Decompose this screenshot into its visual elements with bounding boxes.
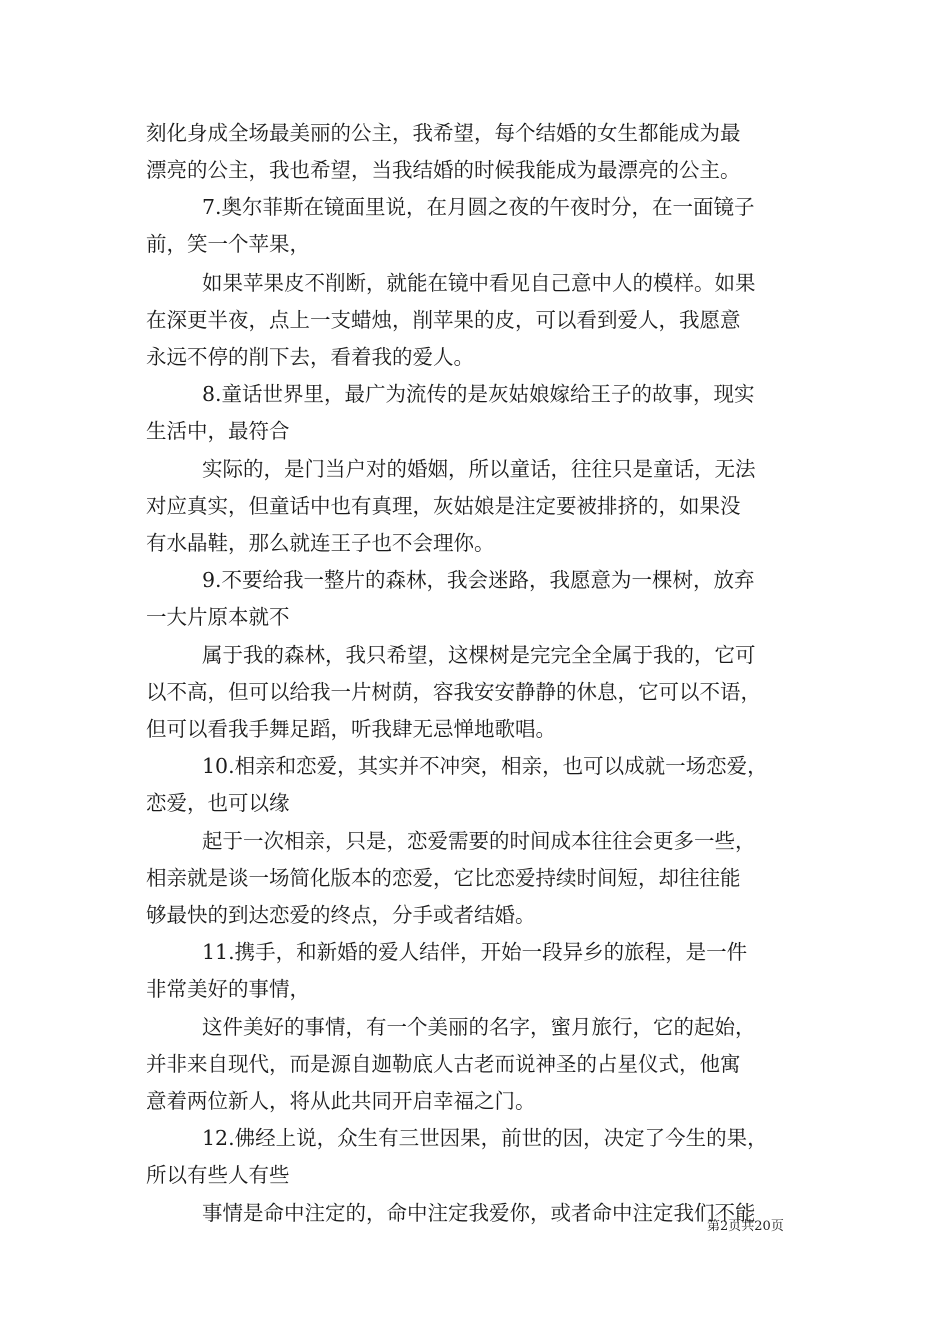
text-line: 有水晶鞋，那么就连王子也不会理你。 — [146, 531, 495, 555]
text-line: 在深更半夜，点上一支蜡烛，削苹果的皮，可以看到爱人，我愿意 — [146, 308, 741, 332]
text-line: 意着两位新人，将从此共同开启幸福之门。 — [146, 1089, 536, 1113]
text-line: 12.佛经上说，众生有三世因果，前世的因，决定了今生的果， — [202, 1126, 768, 1150]
text-line: 起于一次相亲，只是，恋爱需要的时间成本往往会更多一些， — [202, 829, 756, 853]
text-line: 刻化身成全场最美丽的公主，我希望，每个结婚的女生都能成为最 — [146, 121, 741, 145]
text-line: 前，笑一个苹果， — [146, 232, 310, 256]
text-line: 所以有些人有些 — [146, 1163, 290, 1187]
text-line: 如果苹果皮不削断，就能在镜中看见自己意中人的模样。如果 — [202, 271, 756, 295]
text-line: 恋爱，也可以缘 — [146, 791, 290, 815]
text-line: 属于我的森林，我只希望，这棵树是完完全全属于我的，它可 — [202, 643, 756, 667]
text-line: 7.奥尔菲斯在镜面里说，在月圆之夜的午夜时分，在一面镜子 — [202, 195, 755, 219]
text-line: 对应真实，但童话中也有真理，灰姑娘是注定要被排挤的，如果没 — [146, 494, 741, 518]
page-number-footer: 第2页共20页 — [707, 1219, 784, 1234]
text-line: 生活中，最符合 — [146, 419, 290, 443]
text-line: 实际的，是门当户对的婚姻，所以童话，往往只是童话，无法 — [202, 457, 756, 481]
text-line: 以不高，但可以给我一片树荫，容我安安静静的休息，它可以不语， — [146, 680, 761, 704]
text-line: 漂亮的公主，我也希望，当我结婚的时候我能成为最漂亮的公主。 — [146, 158, 741, 182]
text-line: 这件美好的事情，有一个美丽的名字，蜜月旅行，它的起始， — [202, 1015, 756, 1039]
text-line: 永远不停的削下去，看着我的爱人。 — [146, 345, 474, 369]
text-line: 并非来自现代，而是源自迦勒底人古老而说神圣的占星仪式，他寓 — [146, 1052, 741, 1076]
text-line: 非常美好的事情， — [146, 977, 310, 1001]
text-line: 事情是命中注定的，命中注定我爱你，或者命中注定我们不能 — [202, 1201, 756, 1225]
text-line: 但可以看我手舞足蹈，听我肆无忌惮地歌唱。 — [146, 717, 556, 741]
text-line: 10.相亲和恋爱，其实并不冲突，相亲，也可以成就一场恋爱， — [202, 754, 768, 778]
text-line: 够最快的到达恋爱的终点，分手或者结婚。 — [146, 903, 536, 927]
text-line: 一大片原本就不 — [146, 605, 290, 629]
text-line: 11.携手，和新婚的爱人结伴，开始一段异乡的旅程，是一件 — [202, 940, 748, 964]
text-line: 相亲就是谈一场简化版本的恋爱，它比恋爱持续时间短，却往往能 — [146, 866, 741, 890]
text-line: 9.不要给我一整片的森林，我会迷路，我愿意为一棵树，放弃 — [202, 568, 755, 592]
text-line: 8.童话世界里，最广为流传的是灰姑娘嫁给王子的故事，现实 — [202, 382, 755, 406]
